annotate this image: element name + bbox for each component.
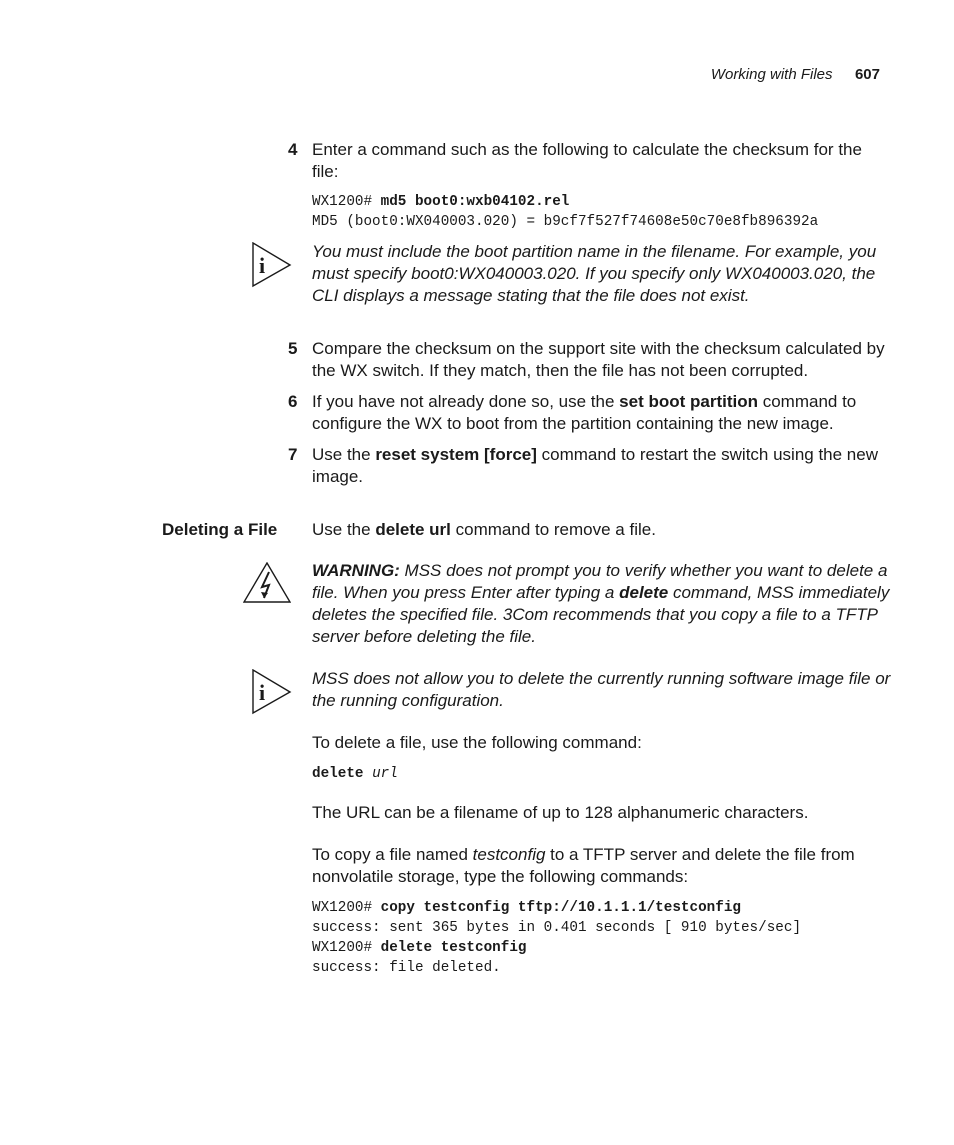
code-prompt: WX1200# — [312, 900, 381, 916]
step-number: 5 — [288, 339, 298, 358]
code-output: MD5 (boot0:WX040003.020) = b9cf7f527f74608e50c70e8fb896392a — [312, 214, 819, 230]
page-number: 607 — [854, 66, 880, 83]
step-number: 4 — [288, 140, 298, 159]
warning-pre: MSS does not prompt you to verify whether you want to delete a file. When you press Enter after typing a — [312, 561, 888, 602]
paragraph: To delete a file, use the following command: — [312, 733, 642, 752]
code-command: delete testconfig — [380, 940, 527, 956]
intro-pre: Use the — [312, 520, 376, 539]
note-text: You must include the boot partition name in the filename. For example, you must specify boot0:WX040003.020. If you specify only WX040003.020, the CLI displays a message stating that the file does not exist. — [312, 242, 877, 305]
copy-post: to a TFTP server and delete the file from nonvolatile storage, type the following commands: — [312, 845, 855, 886]
warning-label: WARNING: — [312, 561, 400, 580]
section-intro — [312, 519, 892, 541]
step-number: 6 — [288, 392, 298, 411]
intro-post: command to remove a file. — [450, 520, 656, 539]
info-icon — [252, 669, 292, 720]
section-heading: Deleting a File — [162, 520, 278, 539]
step-text-post: command to restart the switch using the new image. — [312, 445, 878, 486]
code-prompt: WX1200# — [312, 940, 381, 956]
note-text: MSS does not allow you to delete the currently running software image file or the running configuration. — [312, 669, 891, 710]
command-name: reset system [force] — [375, 445, 537, 464]
step-text — [312, 444, 892, 488]
warning-post: command, MSS immediately deletes the specified file. 3Com recommends that you copy a file to a TFTP server before deleting the file. — [312, 583, 890, 646]
code-command: copy testconfig tftp://10.1.1.1/testconfig — [380, 900, 741, 916]
syntax-argument: url — [372, 766, 398, 782]
paragraph — [312, 844, 892, 888]
copy-pre: To copy a file named — [312, 845, 473, 864]
code-output: success: file deleted. — [312, 960, 501, 976]
file-name: testconfig — [472, 845, 546, 864]
running-header — [600, 66, 880, 84]
code-command: md5 boot0:wxb04102.rel — [380, 194, 570, 210]
code-block — [312, 898, 801, 978]
step-text-post: command to configure the WX to boot from the partition containing the new image. — [312, 392, 857, 433]
svg-text:i: i — [259, 680, 266, 705]
step-number: 7 — [288, 445, 298, 464]
step-text-pre: Use the — [312, 445, 376, 464]
step-text: Compare the checksum on the support site with the checksum calculated by the WX switch. If they match, then the file has not been corrupted. — [312, 339, 885, 380]
code-block — [312, 192, 818, 232]
step-text: Enter a command such as the following to calculate the checksum for the file: — [312, 140, 862, 181]
step-text-pre: If you have not already done so, use the — [312, 392, 620, 411]
info-icon — [252, 242, 292, 293]
syntax-command: delete — [312, 766, 364, 782]
syntax-line — [312, 764, 398, 784]
command-name: delete — [619, 583, 669, 602]
warning-lightning-icon — [243, 562, 291, 609]
code-output: success: sent 365 bytes in 0.401 seconds [ 910 bytes/sec] — [312, 920, 802, 936]
warning-text — [312, 560, 892, 648]
code-prompt: WX1200# — [312, 194, 381, 210]
step-text — [312, 391, 892, 435]
paragraph: The URL can be a filename of up to 128 alphanumeric characters. — [312, 803, 809, 822]
header-title: Working with Files — [710, 66, 833, 83]
command-name: delete url — [375, 520, 451, 539]
command-name: set boot partition — [619, 392, 758, 411]
svg-text:i: i — [259, 253, 266, 278]
